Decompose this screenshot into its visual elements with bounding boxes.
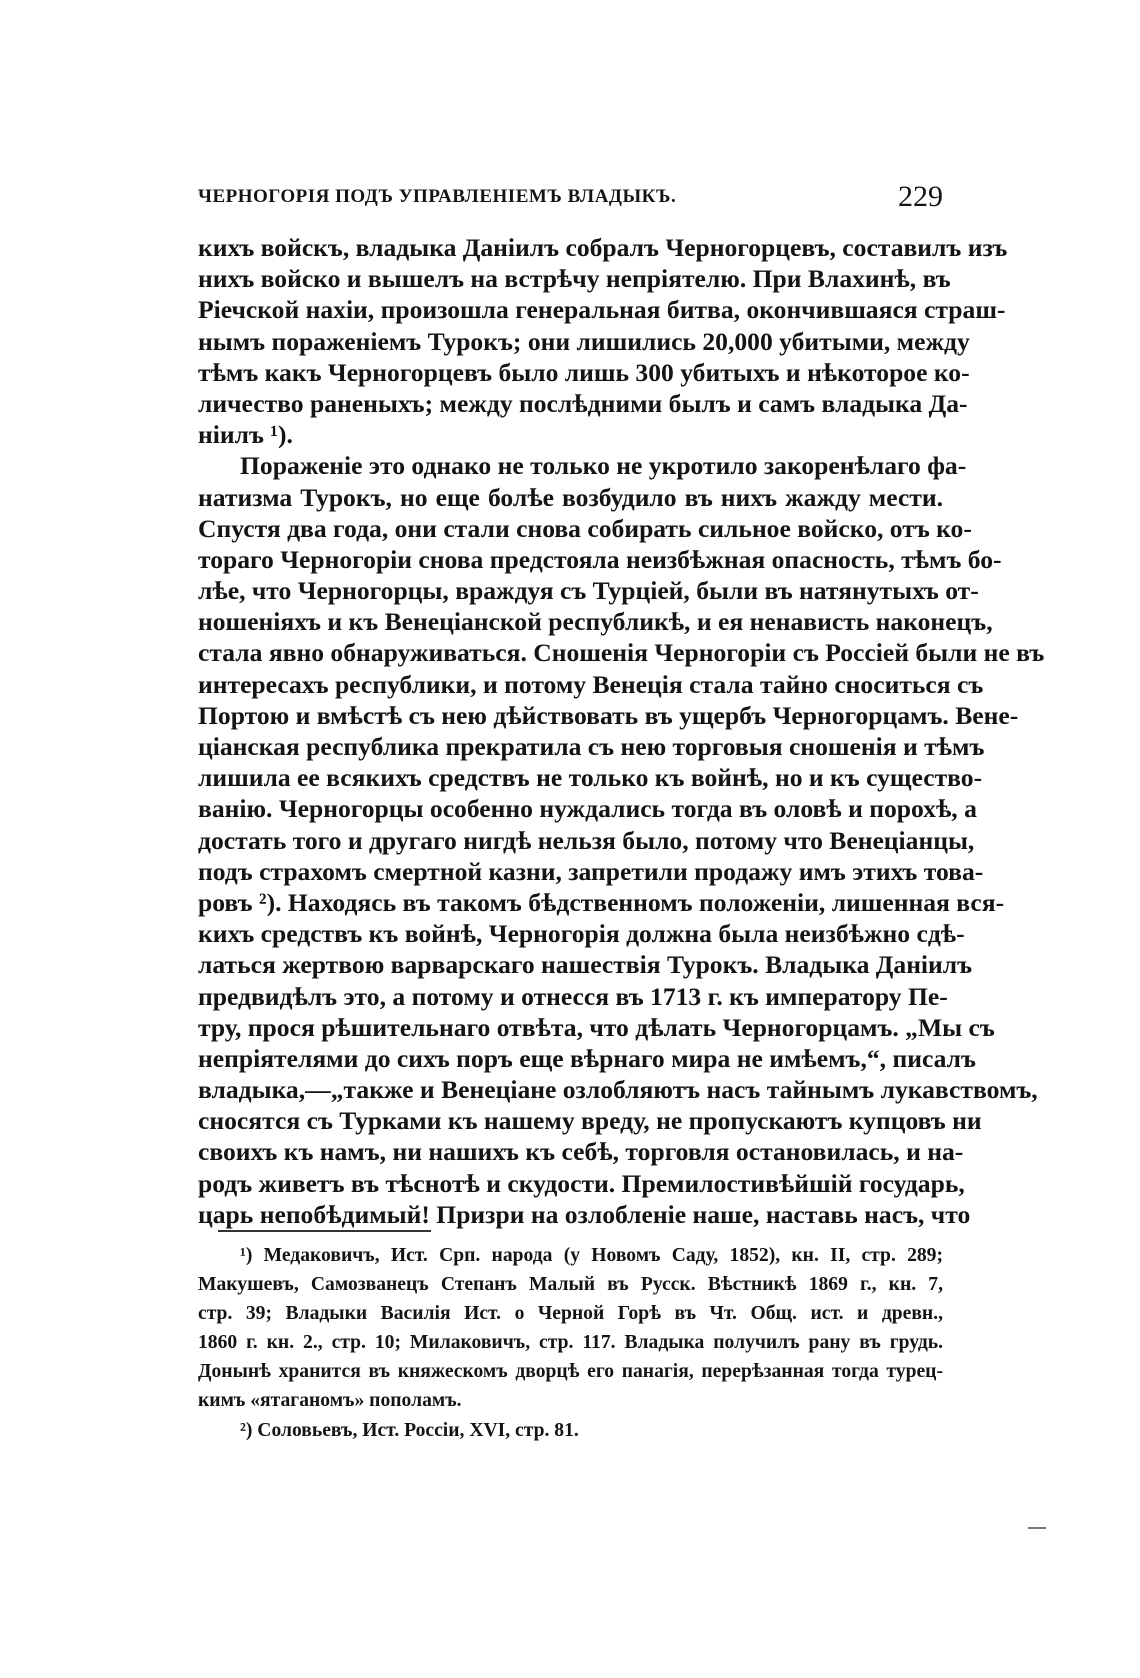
text-line: тораго Черногоріи снова предстояла неизбѣжная опасность, тѣмъ бо- — [198, 544, 1002, 574]
text-line: нымъ пораженіемъ Турокъ; они лишились 20,000 убитыми, между — [198, 326, 970, 356]
text-line: ванію. Черногорцы особенно нуждались тогда въ оловѣ и порохѣ, а — [198, 794, 977, 824]
text-line: стала явно обнаруживаться. Сношенія Черногоріи съ Россіей были не въ — [198, 638, 1045, 668]
text-line: достать того и другаго нигдѣ нельзя было, потому что Венеціанцы, — [198, 825, 975, 855]
text-line: личество раненыхъ; между послѣдними былъ и самъ владыка Да- — [198, 388, 968, 418]
text-line: лѣе, что Черногорцы, враждуя съ Турціей, были въ натянутыхъ от- — [198, 576, 979, 606]
text-line: кихъ средствъ къ войнѣ, Черногорія должна была неизбѣжно сдѣ- — [198, 919, 965, 949]
text-line: латься жертвою варварскаго нашествія Турокъ. Владыка Даніилъ — [198, 950, 973, 980]
text-line: царь непобѣдимый! Призри на озлобленіе наше, наставь насъ, что — [198, 1199, 971, 1229]
text-line: родъ живетъ въ тѣснотѣ и скудости. Премилостивѣйшій государь, — [198, 1168, 965, 1198]
text-line: подъ страхомъ смертной казни, запретили продажу имъ этихъ това- — [198, 856, 984, 886]
footnote-divider — [218, 1230, 431, 1232]
text-line: лишила ее всякихъ средствъ не только къ войнѣ, но и къ существо- — [198, 763, 983, 793]
footnote-line: Макушевъ, Самозванецъ Степанъ Малый въ Русск. Вѣстникѣ 1869 г., кн. 7, — [198, 1274, 943, 1296]
text-line: ніилъ ¹). — [198, 420, 293, 450]
footnote-line: кимъ «ятаганомъ» пополамъ. — [198, 1390, 462, 1412]
running-title: ЧЕРНОГОРІЯ ПОДЪ УПРАВЛЕНІЕМЪ ВЛАДЫКЪ. — [198, 186, 677, 207]
text-line: тру, прося рѣшительнаго отвѣта, что дѣлать Черногорцамъ. „Мы съ — [198, 1012, 995, 1042]
text-line: своихъ къ намъ, ни нашихъ къ себѣ, торговля остановилась, и на- — [198, 1137, 964, 1167]
main-text — [198, 232, 1045, 1230]
text-line: тѣмъ какъ Черногорцевъ было лишь 300 убитыхъ и нѣкоторое ко- — [198, 357, 970, 387]
text-line: Спустя два года, они стали снова собирать сильное войско, отъ ко- — [198, 513, 972, 543]
footnotes — [198, 1241, 943, 1445]
text-line: сносятся съ Турками къ нашему вреду, не пропускаютъ купцовъ ни — [198, 1106, 982, 1136]
text-line: предвидѣлъ это, а потому и отнесся въ 1713 г. къ императору Пе- — [198, 981, 948, 1011]
text-line: непріятелями до сихъ поръ еще вѣрнаго мира не имѣемъ,“, писалъ — [198, 1043, 976, 1073]
page-header — [198, 180, 943, 220]
text-line: нихъ войско и вышелъ на встрѣчу непріятелю. При Влахинѣ, въ — [198, 264, 951, 294]
text-line: Ріечской нахіи, произошла генеральная битва, окончившаяся страш- — [198, 295, 1006, 325]
page-number: 229 — [898, 180, 943, 213]
text-line: владыка,—„также и Венеціане озлобляютъ насъ тайнымъ лукавствомъ, — [198, 1075, 1038, 1105]
text-line: интересахъ республики, и потому Венеція стала тайно сноситься съ — [198, 669, 984, 699]
text-line: натизма Турокъ, но еще болѣе возбудило въ нихъ жажду мести. — [198, 482, 943, 512]
text-line: Пораженіе это однако не только не укротило закоренѣлаго фа- — [240, 451, 967, 481]
footnote-line: Донынѣ хранится въ княжескомъ дворцѣ его панагія, перерѣзанная тогда турец- — [198, 1361, 943, 1383]
text-line: Портою и вмѣстѣ съ нею дѣйствовать въ ущербъ Черногорцамъ. Вене- — [198, 700, 1019, 730]
footnote-line: ²) Соловьевъ, Ист. Россіи, XVI, стр. 81. — [240, 1419, 579, 1441]
text-line: ношеніяхъ и къ Венеціанской республикѣ, и ея ненависть наконецъ, — [198, 607, 993, 637]
footnote-line: стр. 39; Владыки Василія Ист. о Черной Горѣ въ Чт. Общ. ист. и древн., — [198, 1303, 943, 1325]
text-line: ціанская республика прекратила съ нею торговыя сношенія и тѣмъ — [198, 732, 985, 761]
footnote-line: ¹) Медаковичъ, Ист. Срп. народа (у Новомъ Саду, 1852), кн. II, стр. 289; — [240, 1245, 943, 1266]
footnote-line: 1860 г. кн. 2., стр. 10; Милаковичъ, стр. 117. Владыка получилъ рану въ грудь. — [198, 1332, 943, 1354]
scan-mark — [1028, 1527, 1046, 1529]
text-line: ровъ ²). Находясь въ такомъ бѣдственномъ положеніи, лишенная вся- — [198, 887, 1005, 917]
text-line: кихъ войскъ, владыка Даніилъ собралъ Черногорцевъ, составилъ изъ — [198, 233, 1008, 262]
